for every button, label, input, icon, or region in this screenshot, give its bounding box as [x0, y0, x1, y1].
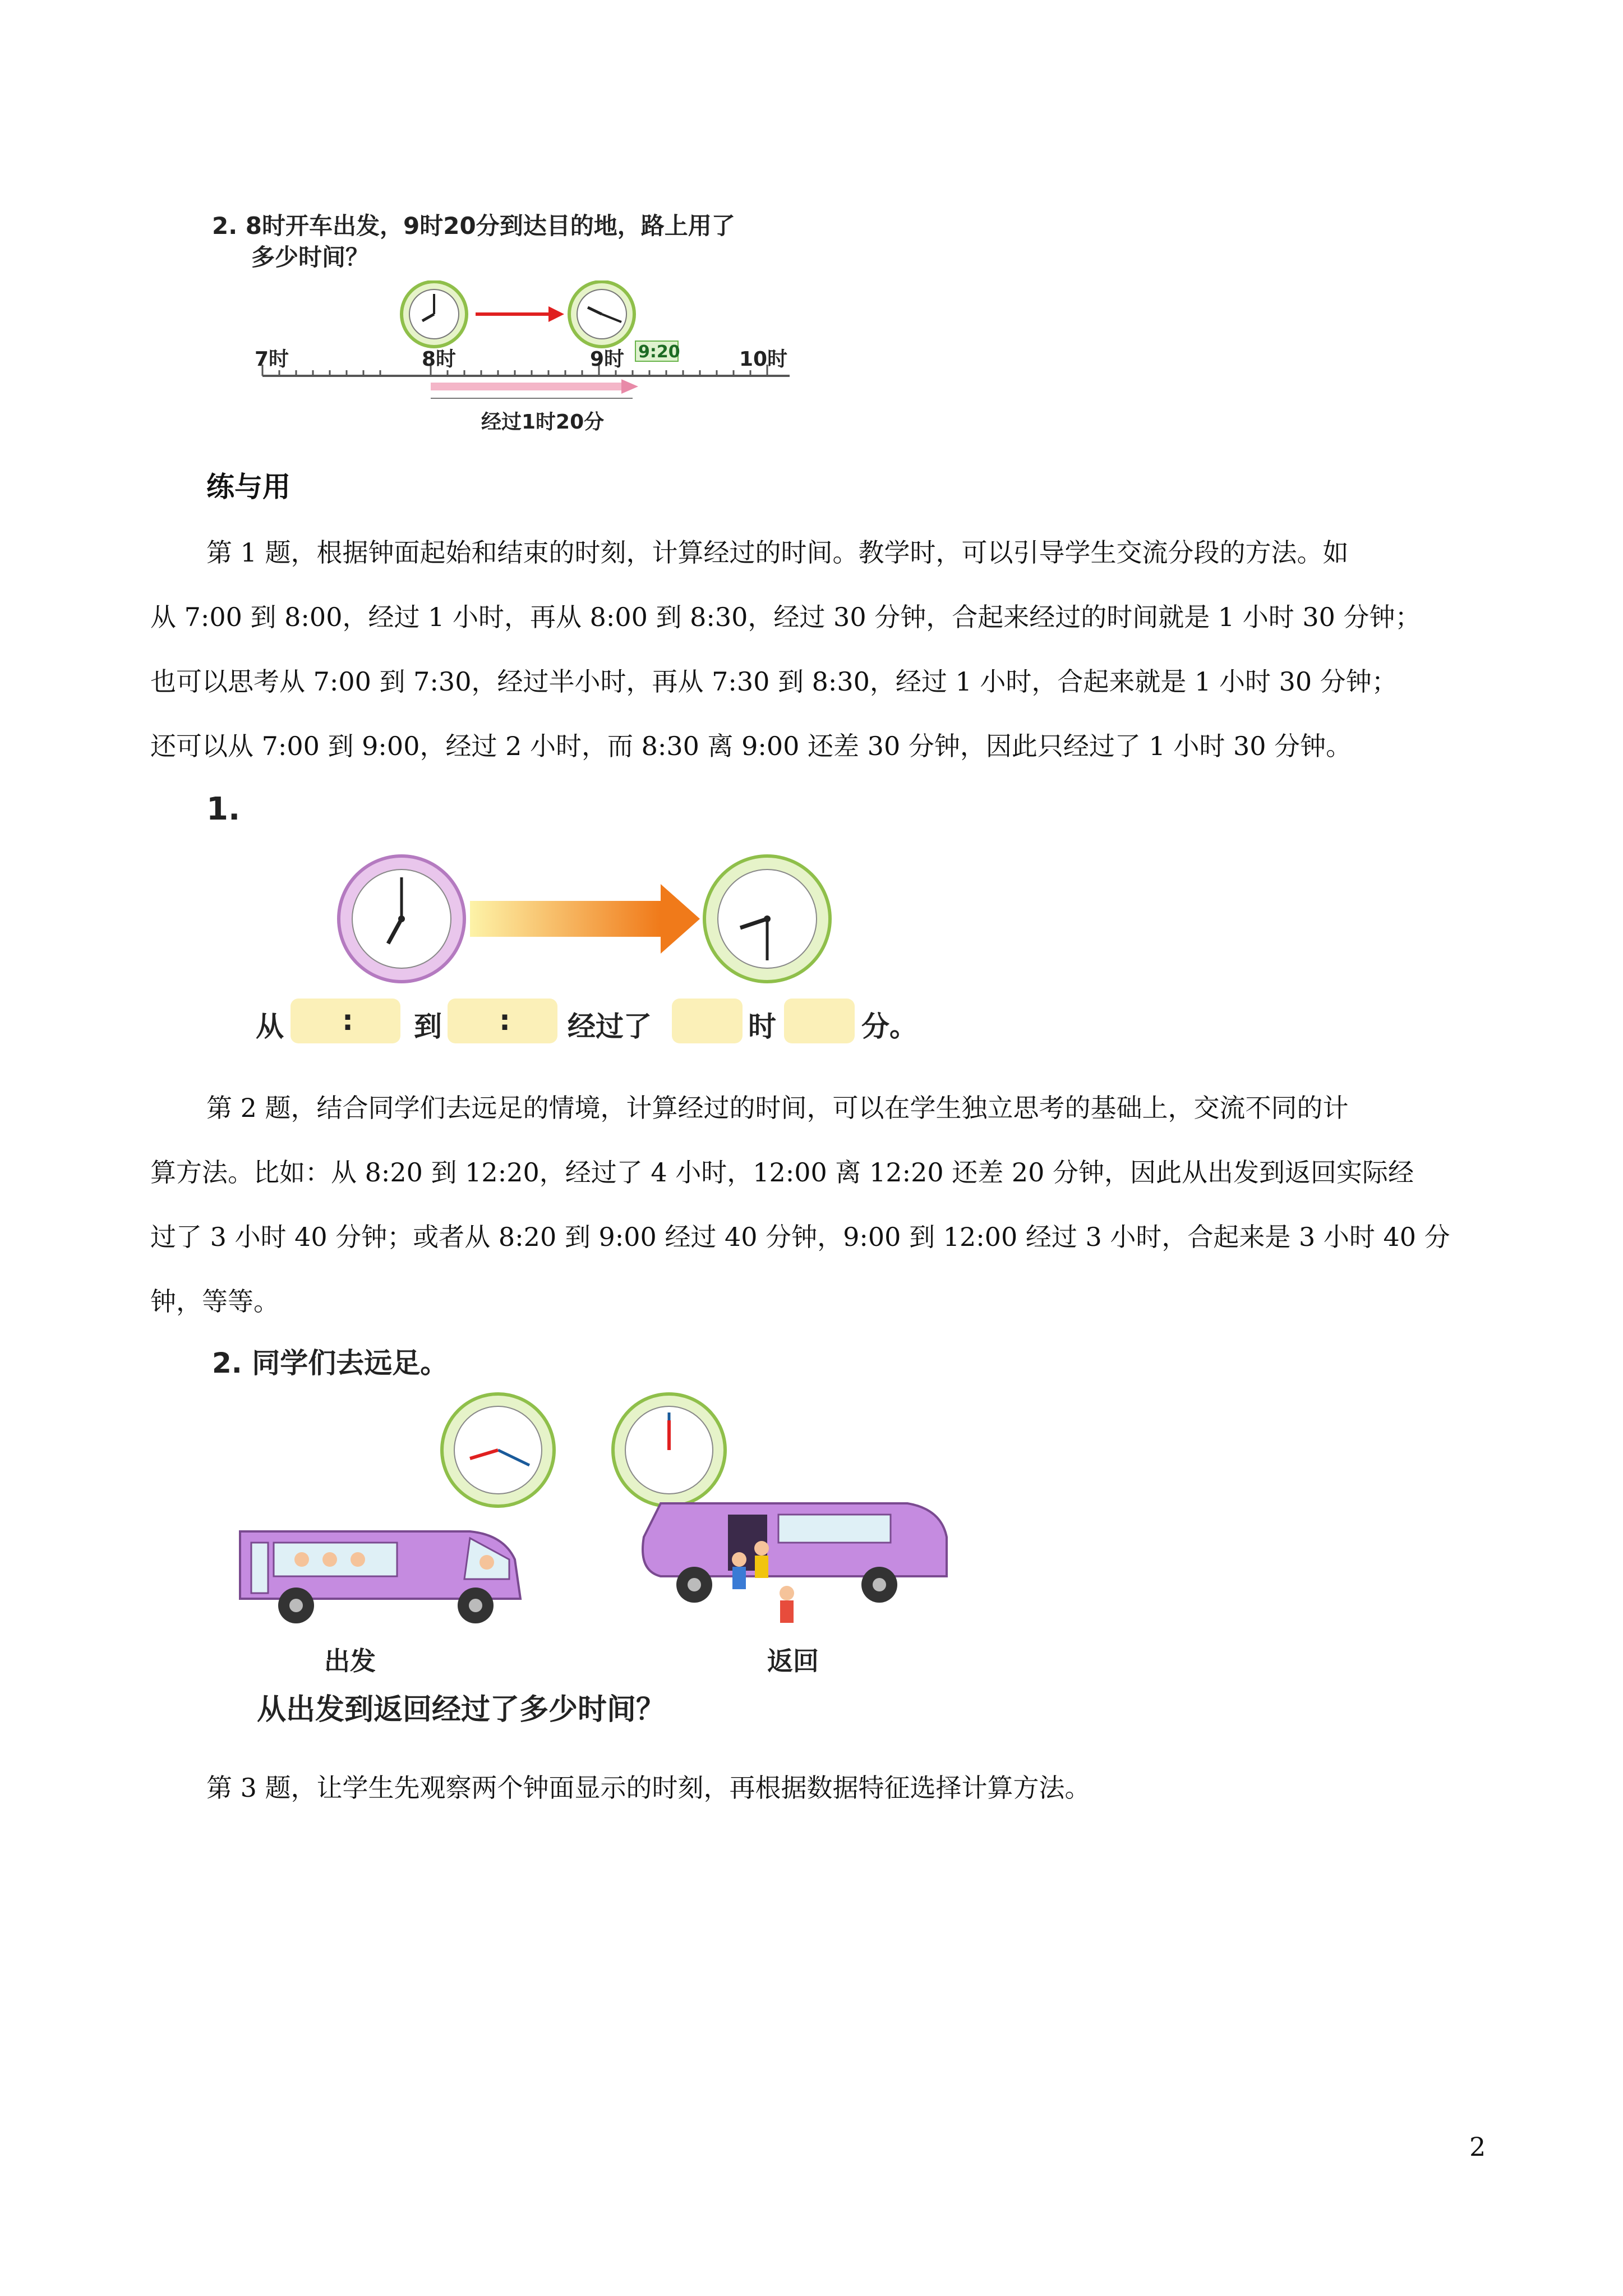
paragraph-1: [150, 521, 1490, 779]
tick-label-7: 7时: [255, 348, 289, 371]
para1-line-4: 还可以从 7:00 到 9:00，经过 2 小时，而 8:30 离 9:00 还差 30 分钟，因此只经过了 1 小时 30 分钟。: [150, 731, 1352, 761]
para1-line-3: 也可以思考从 7:00 到 7:30，经过半小时，再从 7:30 到 8:30，经过 1 小时，合起来就是 1 小时 30 分钟；: [150, 666, 1398, 697]
section-heading: 练与用: [206, 471, 291, 503]
colon-1: :: [342, 1004, 353, 1037]
return-bus-icon: [643, 1503, 947, 1603]
para2-line-2: 算方法。比如：从 8:20 到 12:20，经过了 4 小时，12:00 离 12:20 还差 20 分钟，因此从出发到返回实际经: [150, 1157, 1414, 1188]
exercise-2-title: 2. 同学们去远足。: [212, 1347, 449, 1379]
tick-label-9: 9时: [590, 348, 625, 371]
end-clock-icon: [704, 856, 830, 982]
paragraph-2: [150, 1076, 1490, 1334]
para3-line: 第 3 题，让学生先观察两个钟面显示的时刻，再根据数据特征选择计算方法。: [206, 1773, 1091, 1803]
arrow-right-icon: [476, 306, 564, 322]
minute-label: 分。: [861, 1010, 917, 1043]
clock-arrow-diagram: [335, 853, 896, 999]
para2-line-3: 过了 3 小时 40 分钟；或者从 8:20 到 9:00 经过 40 分钟，9:00 到 12:00 经过 3 小时，合起来是 3 小时 40 分: [150, 1222, 1450, 1252]
exercise-2-question: 从出发到返回经过了多少时间？: [257, 1693, 666, 1727]
exercise-1-figure: [206, 785, 992, 1055]
to-label: 到: [414, 1010, 442, 1043]
departure-bus-icon: [240, 1531, 520, 1623]
top-figure: [206, 202, 823, 449]
clock-8-icon: [402, 282, 467, 347]
exercise-number: 1.: [206, 791, 241, 827]
departure-clock-icon: [442, 1394, 554, 1506]
hour-label: 时: [748, 1010, 776, 1043]
exercise-2-figure: [206, 1335, 992, 1739]
clock-920-icon: [569, 282, 634, 347]
return-clock-icon: [613, 1394, 725, 1506]
start-clock-icon: [339, 856, 464, 982]
from-label: 从: [256, 1010, 284, 1043]
question-line-1: 2. 8时开车出发，9时20分到达目的地，路上用了: [212, 212, 735, 240]
passed-label: 经过了: [568, 1010, 652, 1043]
answer-box-hours[interactable]: [672, 999, 743, 1043]
question-line-2: 多少时间？: [251, 243, 370, 271]
para2-line-4: 钟，等等。: [150, 1286, 279, 1317]
duration-bar: [431, 383, 621, 390]
colon-2: :: [499, 1004, 510, 1037]
time-tag: 9:20: [638, 342, 680, 362]
gradient-arrow-icon: [470, 884, 700, 954]
tick-label-10: 10时: [739, 348, 788, 371]
para1-line-1: 第 1 题，根据钟面起始和结束的时刻，计算经过的时间。教学时，可以引导学生交流分段的方法。如: [206, 537, 1349, 568]
page-number: 2: [1469, 2132, 1486, 2162]
paragraph-3: [150, 1756, 1490, 1820]
depart-label: 出发: [324, 1646, 376, 1676]
para2-line-1: 第 2 题，结合同学们去远足的情境，计算经过的时间，可以在学生独立思考的基础上，交流不同的计: [206, 1093, 1349, 1123]
tick-label-8: 8时: [422, 348, 457, 371]
answer-box-minutes[interactable]: [784, 999, 855, 1043]
bus-scene-illustration: [234, 1391, 963, 1655]
return-label: 返回: [767, 1646, 819, 1676]
para1-line-2: 从 7:00 到 8:00，经过 1 小时，再从 8:00 到 8:30，经过 30 分钟，合起来经过的时间就是 1 小时 30 分钟；: [150, 602, 1421, 632]
duration-label: 经过1时20分: [481, 411, 605, 434]
